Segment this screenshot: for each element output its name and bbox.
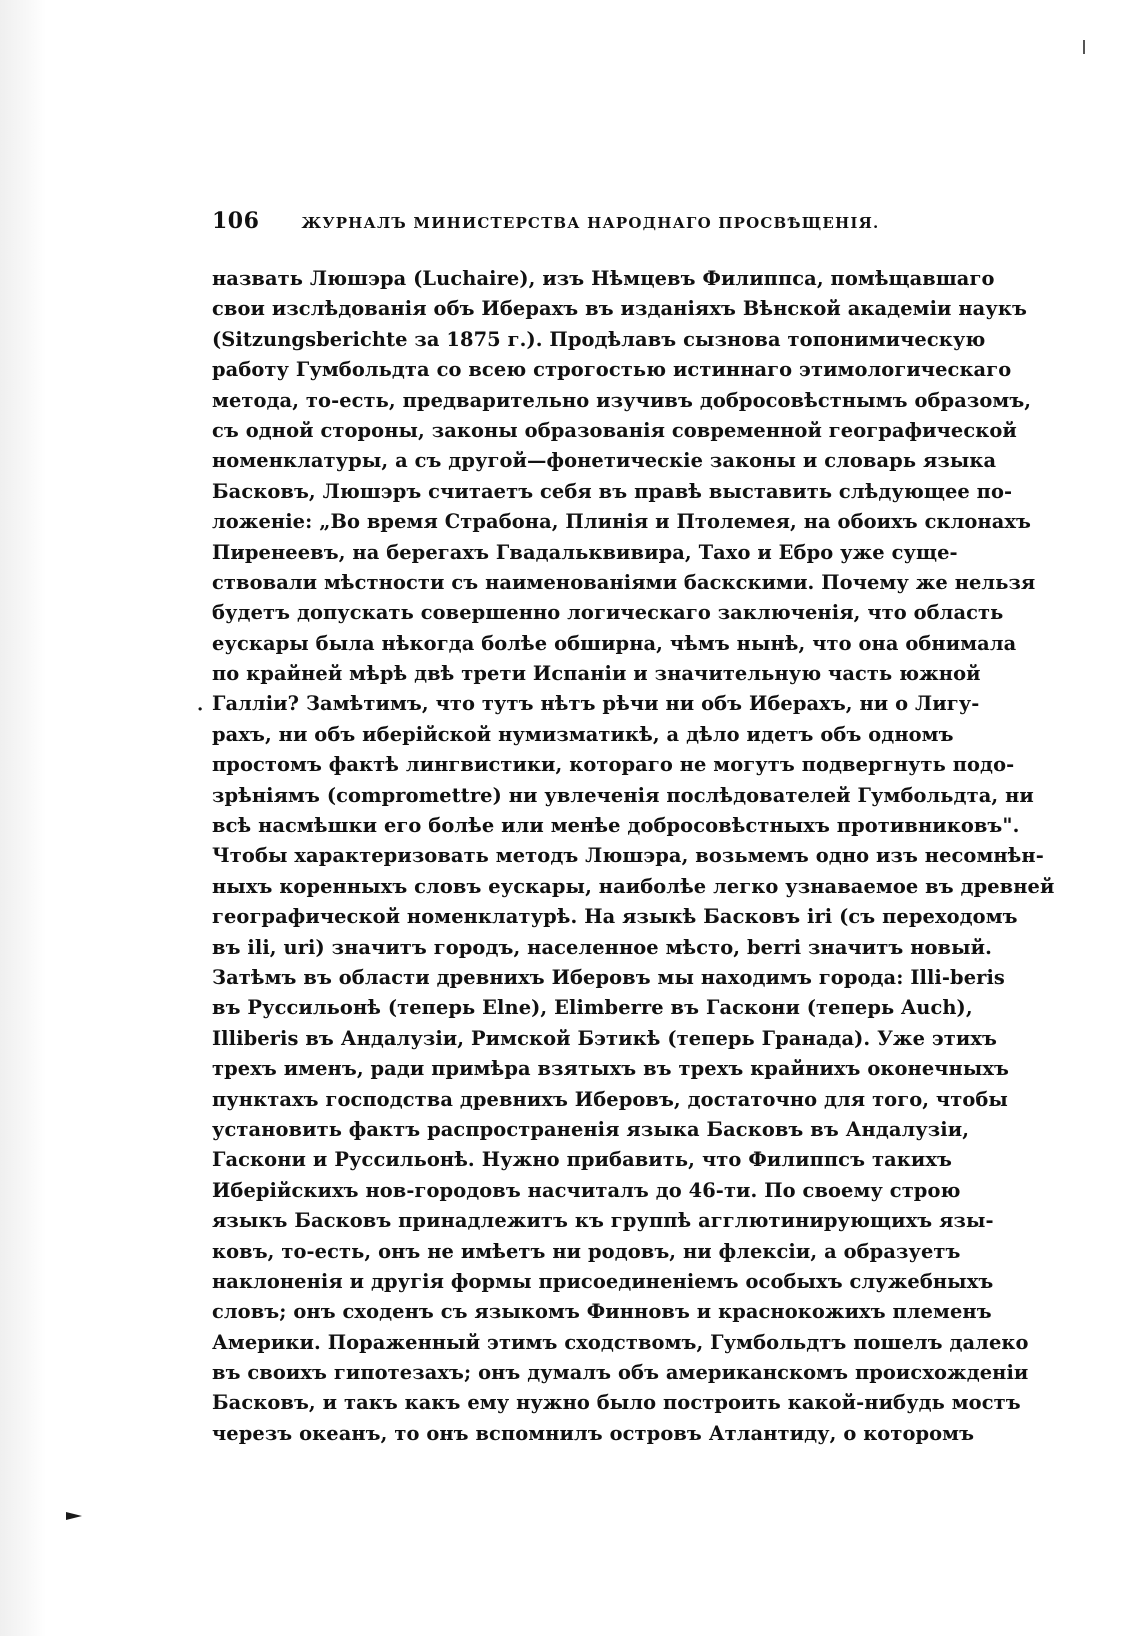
scan-mark-top-right — [1083, 40, 1085, 54]
text-line: Басковъ, Люшэръ считаетъ себя въ правѣ выставить слѣдующее по- — [212, 479, 1013, 503]
text-line: черезъ океанъ, то онъ вспомнилъ островъ Атлантиду, о которомъ — [212, 1421, 975, 1445]
text-line: еускары была нѣкогда болѣе обширна, чѣмъ нынѣ, что она обнимала — [212, 631, 1017, 655]
text-line: Гаскони и Руссильонѣ. Нужно прибавить, что Филиппсъ такихъ — [212, 1148, 952, 1172]
text-line: установить фактъ распространенія языка Басковъ въ Андалузіи, — [212, 1117, 970, 1141]
text-line: ложеніе: „Во время Страбона, Плинія и Птолемея, на обоихъ склонахъ — [212, 510, 1032, 534]
text-line: въ ili, uri) значитъ городъ, населенное мѣсто, berri значитъ новый. — [212, 935, 992, 959]
text-line: работу Гумбольдта со всею строгостью истиннаго этимологическаго — [212, 358, 1012, 382]
text-line: Чтобы характеризовать методъ Люшэра, возьмемъ одно изъ несомнѣн- — [212, 844, 1044, 868]
text-line: Басковъ, и такъ какъ ему нужно было построить какой-нибудь мостъ — [212, 1391, 1021, 1415]
text-line: съ одной стороны, законы образованія современной географической — [212, 418, 1017, 442]
scan-page-shadow — [0, 0, 46, 1636]
text-line: Галліи? Замѣтимъ, что тутъ нѣтъ рѣчи ни объ Иберахъ, ни о Лигу- — [212, 692, 980, 716]
text-line: ствовали мѣстности съ наименованіями баскскими. Почему же нельзя — [212, 570, 1036, 594]
text-line: Illiberis въ Андалузіи, Римской Бэтикѣ (теперь Гранада). Уже этихъ — [212, 1026, 998, 1050]
text-line: простомъ фактѣ лингвистики, котораго не могутъ подвергнуть подо- — [212, 753, 1015, 777]
text-line: Пиренеевъ, на берегахъ Гвадальквивира, Тахо и Ебро уже суще- — [212, 540, 958, 564]
text-line: наклоненія и другія формы присоединеніемъ особыхъ служебныхъ — [212, 1269, 994, 1293]
text-line: свои изслѣдованія объ Иберахъ въ изданіяхъ Вѣнской академіи наукъ — [212, 297, 1027, 321]
margin-dot: · — [197, 699, 204, 720]
page-number: 106 — [212, 208, 260, 234]
text-line: словъ; онъ сходенъ съ языкомъ Финновъ и краснокожихъ племенъ — [212, 1300, 992, 1324]
body-text — [212, 264, 1055, 1449]
text-line: номенклатуры, а съ другой—фонетическіе законы и словарь языка — [212, 449, 997, 473]
text-line: зрѣніямъ (compromettre) ни увлеченія послѣдователей Гумбольдта, ни — [212, 783, 1034, 807]
text-line: въ Руссильонѣ (теперь Elne), Elimberre въ Гаскони (теперь Auch), — [212, 996, 973, 1020]
text-line: назвать Люшэра (Luchaire), изъ Нѣмцевъ Филиппса, помѣщавшаго — [212, 267, 995, 290]
text-line: ковъ, то-есть, онъ не имѣетъ ни родовъ, ни флексіи, а образуетъ — [212, 1239, 961, 1263]
text-line: языкъ Басковъ принадлежитъ къ группѣ агглютинирующихъ язы- — [212, 1209, 994, 1233]
text-line: будетъ допускать совершенно логическаго заключенія, что область — [212, 601, 1004, 625]
text-line: ныхъ коренныхъ словъ еускары, наиболѣе легко узнаваемое въ древней — [212, 874, 1055, 898]
text-line: пунктахъ господства древнихъ Иберовъ, достаточно для того, чтобы — [212, 1087, 1008, 1111]
journal-title: ЖУРНАЛЪ МИНИСТЕРСТВА НАРОДНАГО ПРОСВѢЩЕНІЯ. — [301, 214, 880, 232]
text-line: Иберійскихъ нов-городовъ насчиталъ до 46-ти. По своему строю — [212, 1178, 961, 1202]
text-line: трехъ именъ, ради примѣра взятыхъ въ трехъ крайнихъ оконечныхъ — [212, 1057, 1010, 1081]
text-line: по крайней мѣрѣ двѣ трети Испаніи и значительную часть южной — [212, 662, 981, 686]
text-line: въ своихъ гипотезахъ; онъ думалъ объ американскомъ происхожденіи — [212, 1361, 1029, 1385]
text-line: (Sitzungsberichte за 1875 г.). Продѣлавъ сызнова топонимическую — [212, 327, 986, 351]
text-line: Америки. Пораженный этимъ сходствомъ, Гумбольдтъ пошелъ далеко — [212, 1330, 1029, 1354]
text-line: Затѣмъ въ области древнихъ Иберовъ мы находимъ города: Illi-beris — [212, 965, 1005, 989]
text-line: метода, то-есть, предварительно изучивъ добросовѣстнымъ образомъ, — [212, 388, 1032, 412]
text-line: рахъ, ни объ иберійской нумизматикѣ, а дѣло идетъ объ одномъ — [212, 722, 954, 746]
running-head — [212, 208, 952, 238]
scan-arrow-mark — [66, 1512, 82, 1520]
text-line: всѣ насмѣшки его болѣе или менѣе добросовѣстныхъ противниковъ". — [212, 814, 1020, 838]
text-line: географической номенклатурѣ. На языкѣ Басковъ iri (съ переходомъ — [212, 905, 1018, 929]
